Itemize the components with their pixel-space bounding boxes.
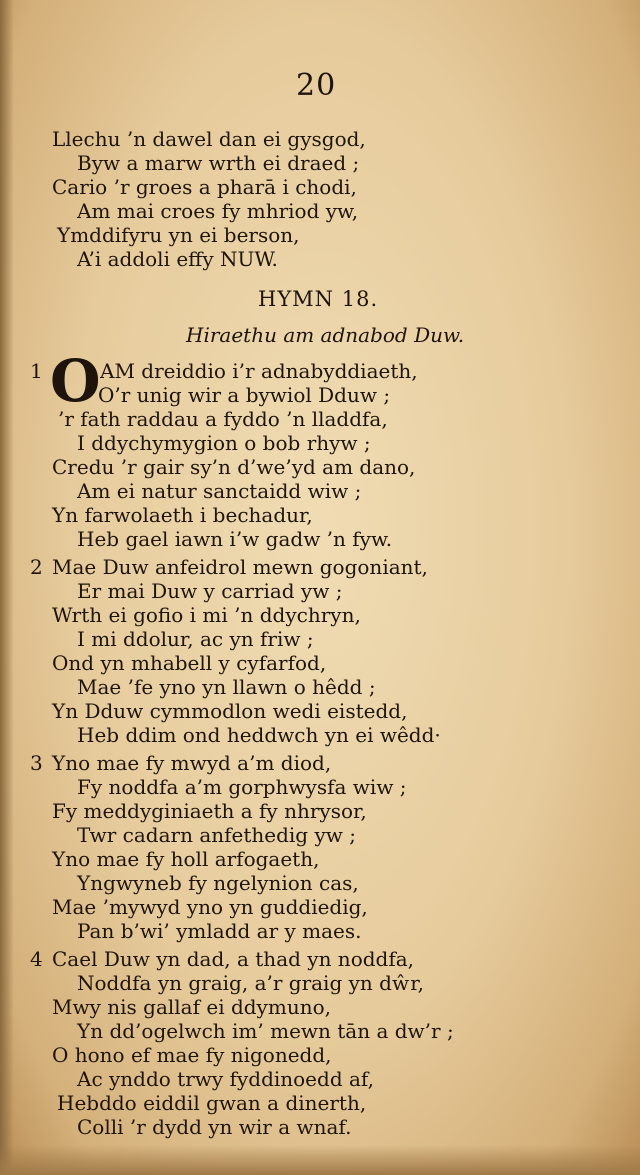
verse-line: Credu ’r gair sy’n d’we’yd am dano, xyxy=(52,455,416,479)
verse-line: Heb gael iawn i’w gadw ’n fyw. xyxy=(77,527,393,551)
verse-line: Fy noddfa a’m gorphwysfa wiw ; xyxy=(77,775,407,799)
verse-line: Twr cadarn anfethedig yw ; xyxy=(77,823,356,847)
verse-line: Mae ’fe yno yn llawn o hêdd ; xyxy=(77,675,376,699)
verse-line: Ymddifyru yn ei berson, xyxy=(57,223,300,247)
verse-line: Noddfa yn graig, a’r graig yn dŵr, xyxy=(77,971,425,995)
verse-line: O’r unig wir a bywiol Dduw ; xyxy=(98,383,391,407)
verse-line: Mae Duw anfeidrol mewn gogoniant, xyxy=(52,555,428,579)
verse-line: Mae ’mywyd yno yn guddiedig, xyxy=(52,895,368,919)
verse-line: Cael Duw yn dad, a thad yn noddfa, xyxy=(52,947,415,971)
hymn-subtitle: Hiraethu am adnabod Duw. xyxy=(186,323,465,347)
page-bottom-shadow xyxy=(0,1145,640,1175)
verse-line: Cario ’r groes a pharā i chodi, xyxy=(52,175,357,199)
verse-line: O hono ef mae fy nigonedd, xyxy=(52,1043,332,1067)
verse-line: Fy meddyginiaeth a fy nhrysor, xyxy=(52,799,367,823)
stanza-number: 2 xyxy=(30,555,43,579)
stanza-number: 1 xyxy=(30,359,43,383)
verse-line: Am mai croes fy mhriod yw, xyxy=(77,199,359,223)
verse-line: ’r fath raddau a fyddo ’n lladdfa, xyxy=(58,407,388,431)
verse-line: A’i addoli effy NUW. xyxy=(77,247,278,271)
stanza-number: 3 xyxy=(30,751,43,775)
verse-line: I ddychymygion o bob rhyw ; xyxy=(77,431,371,455)
verse-line: Mwy nis gallaf ei ddymuno, xyxy=(52,995,331,1019)
verse-line: Heb ddim ond heddwch yn ei wêdd· xyxy=(77,723,441,747)
verse-line: Er mai Duw y carriad yw ; xyxy=(77,579,343,603)
verse-line: I mi ddolur, ac yn friw ; xyxy=(77,627,314,651)
verse-line: Llechu ’n dawel dan ei gysgod, xyxy=(52,127,366,151)
verse-line: Am ei natur sanctaidd wiw ; xyxy=(77,479,362,503)
verse-line: Yn dd’ogelwch im’ mewn tān a dw’r ; xyxy=(77,1019,454,1043)
verse-line: Ac ynddo trwy fyddinoedd af, xyxy=(77,1067,374,1091)
verse-line: Byw a marw wrth ei draed ; xyxy=(77,151,360,175)
verse-line: Pan b’wi’ ymladd ar y maes. xyxy=(77,919,362,943)
verse-line: Wrth ei gofio i mi ’n ddychryn, xyxy=(52,603,361,627)
verse-line: Yn Dduw cymmodlon wedi eistedd, xyxy=(52,699,408,723)
page-number: 20 xyxy=(296,68,337,103)
verse-line: AM dreiddio i’r adnabyddiaeth, xyxy=(100,359,418,383)
stanza-number: 4 xyxy=(30,947,43,971)
page-edge-shadow xyxy=(0,0,14,1175)
dropcap-letter: O xyxy=(50,347,101,415)
hymn-title: HYMN 18. xyxy=(258,287,379,311)
verse-line: Yno mae fy mwyd a’m diod, xyxy=(52,751,332,775)
verse-line: Hebddo eiddil gwan a dinerth, xyxy=(57,1091,367,1115)
verse-line: Ond yn mhabell y cyfarfod, xyxy=(52,651,327,675)
verse-line: Yn farwolaeth i bechadur, xyxy=(52,503,313,527)
verse-line: Yno mae fy holl arfogaeth, xyxy=(52,847,320,871)
verse-line: Colli ’r dydd yn wir a wnaf. xyxy=(77,1115,352,1139)
verse-line: Yngwyneb fy ngelynion cas, xyxy=(77,871,359,895)
